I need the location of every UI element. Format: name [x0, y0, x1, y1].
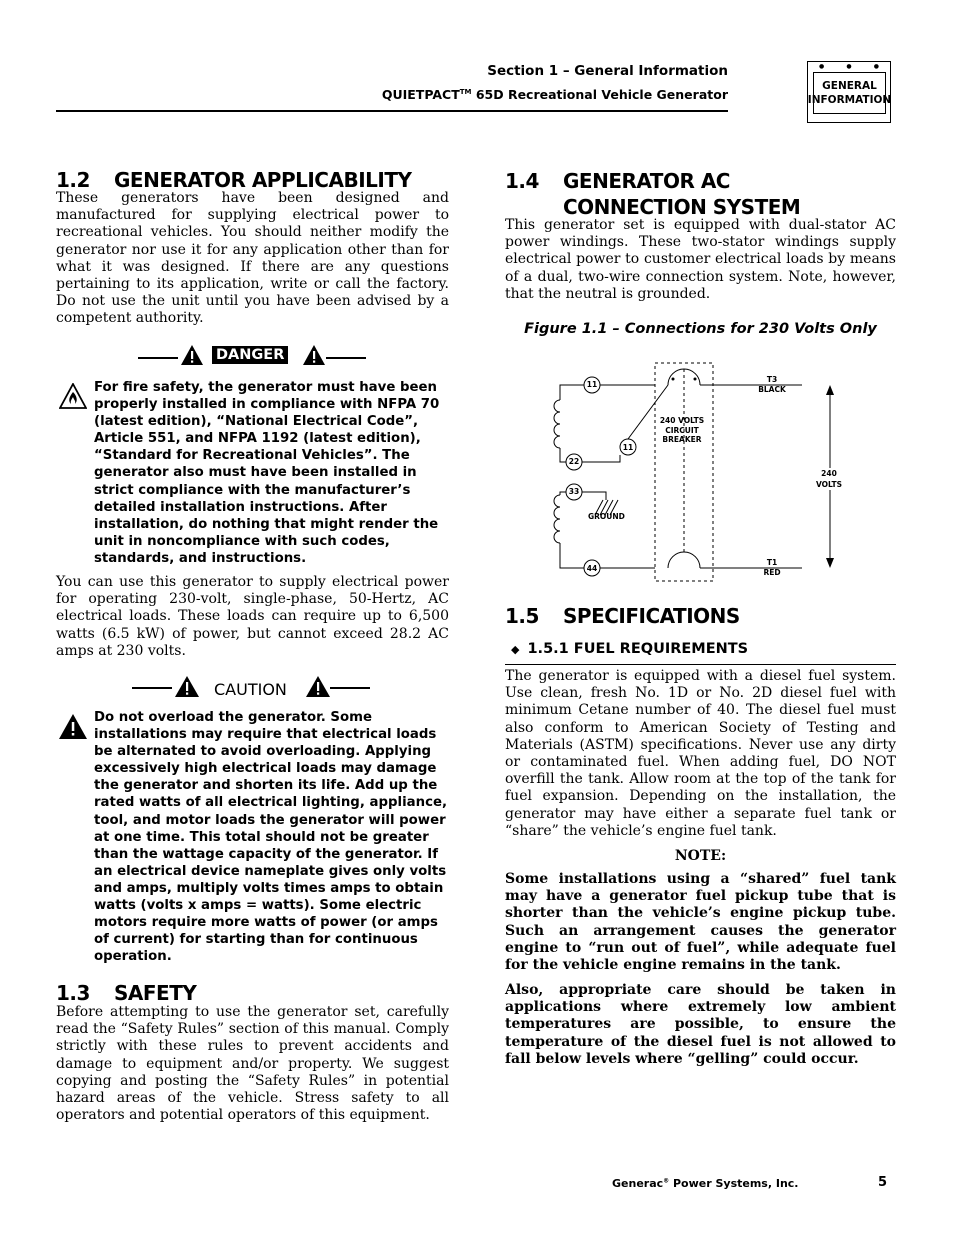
danger-rule-right: [326, 357, 366, 359]
wire-label-22: 22: [568, 457, 580, 466]
header-section-title: Section 1 – General Information: [487, 63, 728, 79]
diamond-bullet-icon: ◆: [511, 643, 520, 656]
wire-label-11-mid: 11: [622, 443, 634, 452]
caution-message: Do not overload the generator. Some installations may require that electrical loads be alternated to avoid overloading. Applying excessively high electrical loads may damage the generator and shorten its life. Add up the rated watts of all electrical lighting, appliance, tool, and motor loads the generator will power at one time. This total should not be greater than the wattage capacity of the generator. If an electrical device nameplate gives only volts and amps, multiply volts times amps to obtain watts (volts x amps = watts). Some electric motors require more watts of power (or amps of current) for starting than for continuous operation.: [94, 710, 448, 965]
breaker-label: 240 VOLTS CIRCUIT BREAKER: [659, 416, 705, 444]
warning-triangle-icon: [181, 345, 203, 365]
heading-1-2: 1.2 GENERATOR APPLICABILITY: [56, 168, 412, 192]
note-shared-tank: Some installations using a “shared” fuel tank may have a generator fuel pickup tube that is shorter than the vehicle’s engine pickup tube. Such an arrangement causes the generator engine to “run out of fuel”, while adequate fuel for the vehicle engine remains in the tank.: [505, 871, 896, 974]
heading-1-5: 1.5 SPECIFICATIONS: [505, 604, 740, 628]
subheading-fuel-requirements: ◆ 1.5.1 FUEL REQUIREMENTS: [511, 641, 749, 657]
warning-triangle-icon: [175, 676, 199, 697]
heading-1-4: 1.4 GENERATOR AC CONNECTION SYSTEM: [505, 169, 801, 219]
wire-label-11-top: 11: [586, 380, 598, 389]
terminal-t1-label: T1 RED: [763, 558, 781, 577]
fire-hazard-icon: [59, 383, 87, 409]
terminal-t3-label: T3 BLACK: [758, 375, 786, 394]
danger-message: For fire safety, the generator must have been properly installed in compliance with NFPA 70 (latest edition), “National Electrical Code”, Article 551, and NFPA 1192 (latest edition), “Standard for Recreational Vehicles”. The generator also must have been installed in strict compliance with the manufacturer’s detailed installation instructions. After installation, do nothing that might render the unit in noncompliance with such codes, standards, and instructions.: [94, 380, 440, 566]
note-gelling: Also, appropriate care should be taken in applications where extremely low ambient temperatures are possible, to ensure the temperature of the diesel fuel is not allowed to fall below levels where “gelling” could occur.: [505, 982, 896, 1067]
warning-triangle-icon: [303, 345, 325, 365]
footer-company: Generac® Power Systems, Inc.: [612, 1177, 799, 1190]
tab-line2: INFORMATION: [807, 94, 892, 106]
warning-triangle-icon: [306, 676, 330, 697]
danger-label: DANGER: [212, 346, 288, 364]
heading-1-3: 1.3 SAFETY: [56, 981, 197, 1005]
voltage-label: 240 VOLTS: [810, 468, 848, 490]
caution-label: CAUTION: [214, 680, 287, 699]
caution-rule-left: [132, 687, 172, 689]
figure-caption: Figure 1.1 – Connections for 230 Volts Only: [524, 321, 877, 337]
ground-label: GROUND: [588, 512, 625, 521]
header-product-name: QUIETPACT™ 65D Recreational Vehicle Generator: [381, 87, 728, 102]
page-number: 5: [878, 1175, 888, 1190]
note-label: NOTE:: [674, 848, 727, 864]
wire-label-44: 44: [586, 564, 598, 573]
danger-rule-left: [138, 357, 178, 359]
paragraph-power-rating: You can use this generator to supply electrical power for operating 230-volt, single-phase, 50-Hertz, AC electrical loads. These loads can require up to 6,500 watts (6.5 kW) of power, but cannot exceed 28.2 AC amps at 230 volts.: [56, 574, 449, 659]
subheading-rule: [505, 664, 896, 665]
header-rule: [56, 110, 728, 112]
section-tab: ● ● ● GENERAL INFORMATION: [807, 61, 891, 123]
paragraph-connection-system: This generator set is equipped with dual-stator AC power windings. These two-stator windings supply electrical power to customer electrical loads by means of a dual, two-wire connection system. Note, however, that the neutral is grounded.: [505, 217, 896, 302]
caution-triangle-icon: [59, 714, 87, 739]
paragraph-applicability: These generators have been designed and manufactured for supplying electrical power to recreational vehicles. You should neither modify the generator nor use it for any application other than for what it was designed. If there are any questions pertaining to its application, write or call the factory. Do not use the unit until you have been advised by a competent authority.: [56, 190, 449, 327]
wire-label-33: 33: [568, 487, 580, 496]
paragraph-safety: Before attempting to use the generator set, carefully read the “Safety Rules” section of this manual. Comply strictly with these rules to prevent accidents and damage to equipment and/or property. We suggest copying and posting the “Safety Rules” in potential hazard areas of the vehicle. Stress safety to all operators and potential operators of this equipment.: [56, 1004, 449, 1124]
caution-rule-right: [330, 687, 370, 689]
paragraph-fuel: The generator is equipped with a diesel fuel system. Use clean, fresh No. 1D or No. 2D diesel fuel with minimum Cetane number of 40. The diesel fuel must also conform to American Society of Testing and Materials (ASTM) specifications. Never use any dirty or contaminated fuel. When adding fuel, DO NOT overfill the tank. Allow room at the top of the tank for fuel expansion. Depending on the installation, the generator may have either a separate fuel tank or “share” the vehicle’s engine fuel tank.: [505, 668, 896, 839]
tab-line1: GENERAL: [822, 80, 877, 92]
